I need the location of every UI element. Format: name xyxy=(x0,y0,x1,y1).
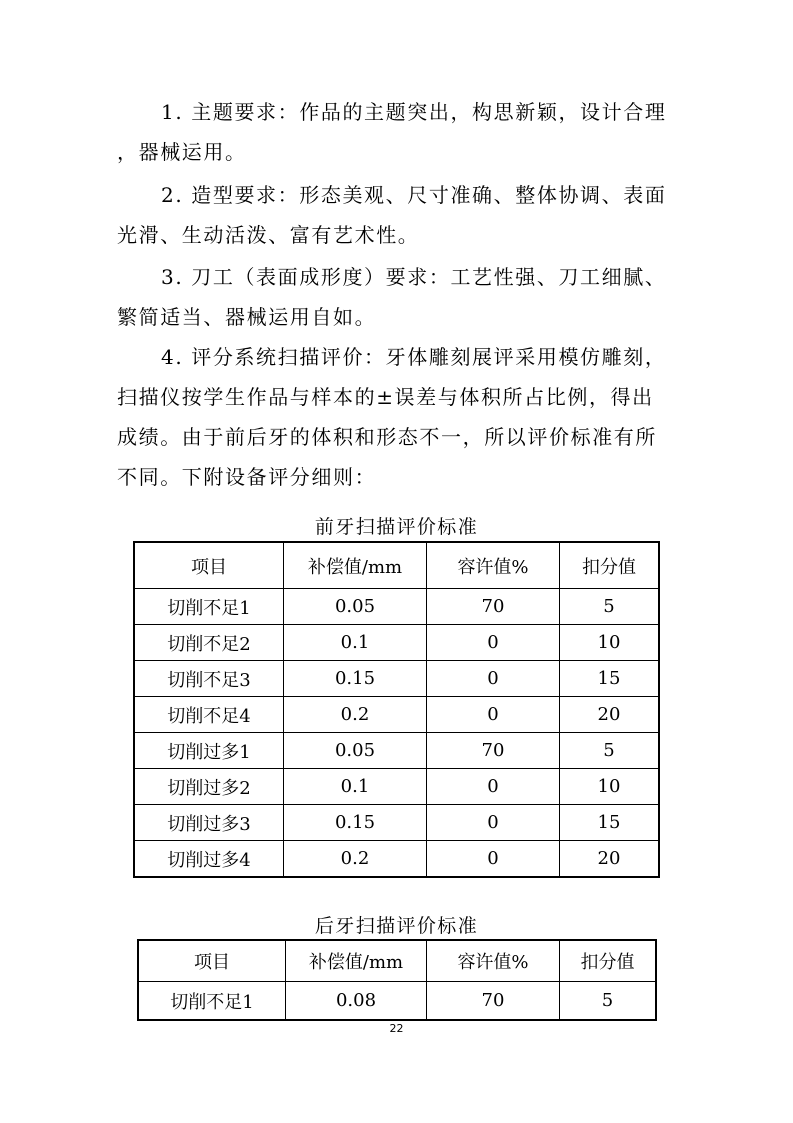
front-table-caption: 前牙扫描评价标准 xyxy=(314,516,479,538)
paragraph-theme-requirement xyxy=(117,92,677,172)
header-cell-compensation: 补偿值/mm xyxy=(286,940,427,982)
page-number: 22 xyxy=(389,1022,404,1035)
cell-item: 切削不足1 xyxy=(134,589,284,625)
table-row xyxy=(134,661,659,697)
cell-deduction: 5 xyxy=(560,982,657,1021)
cell-deduction: 20 xyxy=(560,841,660,878)
cell-compensation: 0.05 xyxy=(284,589,427,625)
back-teeth-score-table xyxy=(137,939,657,1021)
front-teeth-score-table xyxy=(133,541,660,878)
table-header-row xyxy=(134,542,659,589)
cell-item: 切削过多3 xyxy=(134,805,284,841)
header-cell-tolerance: 容许值% xyxy=(427,542,560,589)
cell-deduction: 15 xyxy=(560,661,660,697)
table-row xyxy=(134,805,659,841)
cell-compensation: 0.15 xyxy=(284,805,427,841)
cell-item: 切削不足3 xyxy=(134,661,284,697)
table-header-row xyxy=(138,940,656,982)
cell-item: 切削过多1 xyxy=(134,733,284,769)
table-row xyxy=(134,733,659,769)
paragraph-knife-work-requirement xyxy=(117,257,677,337)
cell-deduction: 5 xyxy=(560,589,660,625)
cell-tolerance: 0 xyxy=(427,769,560,805)
cell-compensation: 0.2 xyxy=(284,697,427,733)
cell-tolerance: 70 xyxy=(427,733,560,769)
paragraph-line: 不同。下附设备评分细则： xyxy=(117,465,377,489)
cell-compensation: 0.08 xyxy=(286,982,427,1021)
cell-deduction: 20 xyxy=(560,697,660,733)
cell-item: 切削不足2 xyxy=(134,625,284,661)
cell-tolerance: 70 xyxy=(427,982,560,1021)
header-cell-deduction: 扣分值 xyxy=(560,940,657,982)
cell-tolerance: 70 xyxy=(427,589,560,625)
cell-tolerance: 0 xyxy=(427,841,560,878)
cell-item: 切削不足1 xyxy=(138,982,286,1021)
paragraph-line: 3. 刀工（表面成形度）要求：工艺性强、刀工细腻、 xyxy=(161,265,667,289)
table-row xyxy=(134,841,659,878)
cell-tolerance: 0 xyxy=(427,805,560,841)
cell-tolerance: 0 xyxy=(427,625,560,661)
cell-item: 切削过多2 xyxy=(134,769,284,805)
paragraph-line: 4. 评分系统扫描评价：牙体雕刻展评采用模仿雕刻， xyxy=(161,345,667,369)
paragraph-line: ，器械运用。 xyxy=(117,140,247,164)
paragraph-line: 繁简适当、器械运用自如。 xyxy=(117,305,377,329)
paragraph-line: 2. 造型要求：形态美观、尺寸准确、整体协调、表面 xyxy=(161,183,667,207)
cell-deduction: 10 xyxy=(560,625,660,661)
cell-compensation: 0.1 xyxy=(284,769,427,805)
cell-deduction: 10 xyxy=(560,769,660,805)
paragraph-line: 扫描仪按学生作品与样本的±误差与体积所占比例，得出 xyxy=(117,385,654,409)
table-row xyxy=(134,589,659,625)
paragraph-shape-requirement xyxy=(117,175,677,255)
paragraph-scan-evaluation xyxy=(117,337,677,497)
paragraph-line: 1. 主题要求：作品的主题突出，构思新颖，设计合理 xyxy=(161,100,667,124)
cell-deduction: 15 xyxy=(560,805,660,841)
table-row xyxy=(138,982,656,1021)
cell-tolerance: 0 xyxy=(427,697,560,733)
paragraph-line: 光滑、生动活泼、富有艺术性。 xyxy=(117,223,420,247)
header-cell-item: 项目 xyxy=(138,940,286,982)
table-row xyxy=(134,769,659,805)
cell-deduction: 5 xyxy=(560,733,660,769)
header-cell-deduction: 扣分值 xyxy=(560,542,660,589)
paragraph-line: 成绩。由于前后牙的体积和形态不一，所以评价标准有所 xyxy=(117,425,657,449)
header-cell-compensation: 补偿值/mm xyxy=(284,542,427,589)
header-cell-tolerance: 容许值% xyxy=(427,940,560,982)
cell-compensation: 0.2 xyxy=(284,841,427,878)
table-row xyxy=(134,625,659,661)
cell-compensation: 0.15 xyxy=(284,661,427,697)
cell-tolerance: 0 xyxy=(427,661,560,697)
cell-item: 切削过多4 xyxy=(134,841,284,878)
cell-compensation: 0.1 xyxy=(284,625,427,661)
back-table-caption: 后牙扫描评价标准 xyxy=(314,915,479,937)
table-row xyxy=(134,697,659,733)
header-cell-item: 项目 xyxy=(134,542,284,589)
cell-compensation: 0.05 xyxy=(284,733,427,769)
cell-item: 切削不足4 xyxy=(134,697,284,733)
